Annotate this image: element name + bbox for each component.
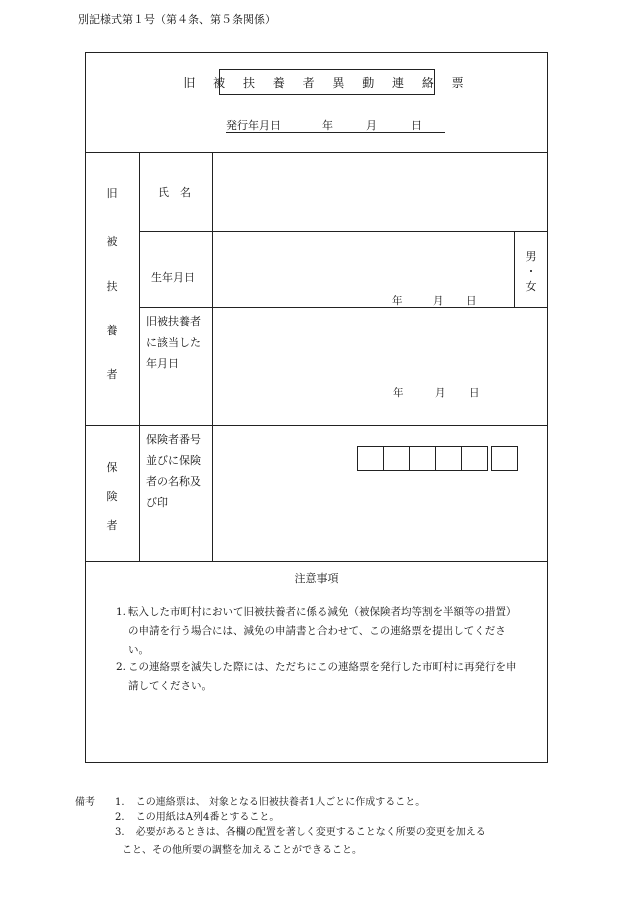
dependent-month: 月 [435,387,446,399]
notes-title: 注意事項 [294,572,339,585]
insurer-digit-box[interactable] [491,446,518,471]
note-text: 転入した市町村において旧被扶養者に係る減免（被保険者均等割を半額等の措置）の申請を行う場合には、減免の申請書と合わせて、この連絡票を提出してください。 [128,606,517,656]
divider-section2 [85,561,548,562]
vchar: 被 [106,235,118,248]
dependent-day: 日 [469,387,480,399]
insurer-label-line: 並びに保険 [146,454,201,467]
vchar: 扶 [106,280,118,293]
issue-date-month: 月 [366,119,377,132]
remark-text: この用紙はA列4番とすること。 [135,812,280,823]
remark-item-3 [115,823,486,838]
divider-col-label [139,152,140,562]
vchar: 旧 [106,187,118,200]
divider-section1 [85,425,548,426]
dependent-date-label-line: に該当した [146,336,201,349]
birth-day: 日 [466,295,477,307]
remark-number: 1. [115,797,125,808]
remark-text: この連絡票は、 対象となる旧被扶養者1人ごとに作成すること。 [135,797,426,808]
dependent-date-input-area[interactable] [213,308,548,425]
birth-date-label: 生年月日 [151,271,195,284]
insurer-digit-box[interactable] [383,446,410,471]
insurer-label-line: 保険者番号 [146,433,201,446]
sex-male[interactable]: 男 [525,250,537,263]
vchar: 者 [106,368,118,381]
dependent-year: 年 [393,387,404,399]
issue-date-field[interactable] [226,117,445,133]
insurer-digit-box[interactable] [357,446,384,471]
note-number: 2. [116,661,127,673]
vchar: 養 [106,324,118,337]
vchar: 保 [106,461,118,474]
note-text: この連絡票を滅失した際には、ただちにこの連絡票を発行した市町村に再発行を申請してください。 [128,661,517,692]
name-input-area[interactable] [213,153,548,231]
insurer-digit-box[interactable] [409,446,436,471]
form-title: 旧 被 扶 養 者 異 動 連 絡 票 [219,69,435,95]
sex-separator: ・ [525,265,537,278]
form-number-label: 別記様式第１号（第４条、第５条関係） [78,13,276,26]
insurer-label-line: 者の名称及 [146,475,201,488]
remark-number: 3. [115,827,125,838]
issue-date-label: 発行年月日 [226,119,281,132]
vchar: 者 [106,519,118,532]
issue-date-day: 日 [411,119,422,132]
note-number: 1. [116,606,127,618]
remark-continuation: こと、その他所要の調整を加えることができること。 [122,845,362,856]
divider-sex-col [514,231,515,307]
dependent-date-label-line: 旧被扶養者 [146,315,201,328]
remark-item-1 [115,793,425,808]
birth-year: 年 [392,295,403,307]
issue-date-year: 年 [322,119,333,132]
insurer-label-line: び印 [146,496,168,509]
remark-text: 必要があるときは、各欄の配置を著しく変更することなく所要の変更を加える [135,827,486,838]
remark-item-2 [115,808,279,823]
vchar: 険 [106,490,118,503]
birth-month: 月 [433,295,444,307]
remarks-label: 備考 [75,797,95,808]
insurer-digit-box[interactable] [461,446,488,471]
insurer-digit-box[interactable] [435,446,462,471]
remark-number: 2. [115,812,125,823]
dependent-date-label-line: 年月日 [146,357,179,370]
name-label: 氏 名 [158,186,191,199]
sex-female[interactable]: 女 [525,280,537,293]
